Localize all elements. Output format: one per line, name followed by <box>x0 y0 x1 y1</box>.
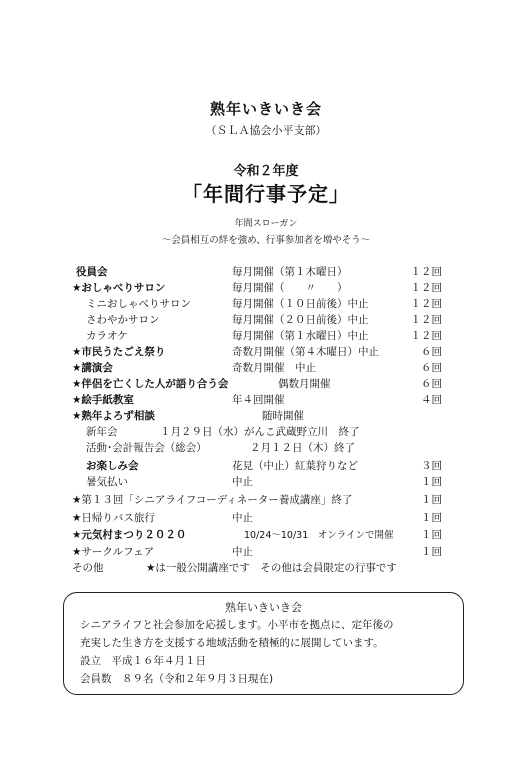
event-when: 奇数月開催（第４木曜日）中止 <box>232 346 379 358</box>
event-name: ★伴侶を亡くした人が語り合う会 <box>72 378 229 390</box>
event-count: １２回 <box>410 314 442 326</box>
slogan-heading: 年間スローガン <box>234 219 298 229</box>
schedule-row <box>0 424 532 440</box>
schedule-row <box>0 264 532 280</box>
event-count: １２回 <box>410 298 442 310</box>
event-count: １２回 <box>410 266 442 278</box>
event-count: ６回 <box>421 378 442 390</box>
schedule-row <box>0 458 532 474</box>
event-name: ★第１３回「シニアライフコーディネーター養成講座」終了 <box>72 494 353 506</box>
event-when: 偶数月開催 <box>278 378 331 390</box>
event-name: お楽しみ会 <box>86 460 139 472</box>
event-count: １回 <box>421 529 442 541</box>
event-count: １回 <box>421 476 442 488</box>
event-name: ★絵手紙教室 <box>72 394 134 406</box>
event-count: １２回 <box>410 330 442 342</box>
event-name: ★講演会 <box>72 362 113 374</box>
schedule-row <box>0 392 532 408</box>
event-name: ミニおしゃべりサロン <box>86 298 191 310</box>
event-count: ３回 <box>421 460 442 472</box>
info-box <box>63 592 464 695</box>
event-name: ★市民うたごえ祭り <box>72 346 166 358</box>
event-count: １回 <box>421 494 442 506</box>
schedule-row <box>0 492 532 508</box>
event-name: ★おしゃべりサロン <box>72 282 166 294</box>
org-name: 熟年いきいき会 <box>209 100 322 118</box>
schedule-row <box>0 510 532 526</box>
event-name: 役員会 <box>76 266 108 278</box>
page-title: 「年間行事予定」 <box>182 182 350 206</box>
event-when: 奇数月開催 中止 <box>232 362 316 374</box>
event-count: １回 <box>421 546 442 558</box>
info-box-line: 充実した生き方を支援する地域活動を積極的に展開しています。 <box>80 637 384 649</box>
event-when: 花見（中止）紅葉狩りなど <box>232 460 358 472</box>
event-when: 毎月開催（ 〃 ） <box>232 282 348 294</box>
fiscal-year: 令和２年度 <box>233 164 299 179</box>
schedule-row <box>0 474 532 490</box>
info-box-title: 熟年いきいき会 <box>225 601 302 614</box>
schedule-row <box>0 344 532 360</box>
info-box-members: 会員数 ８９名（令和２年９月３日現在) <box>80 673 274 685</box>
event-when: 毎月開催（１０日前後）中止 <box>232 298 369 310</box>
event-count: ６回 <box>421 362 442 374</box>
schedule-row <box>0 328 532 344</box>
event-count: ６回 <box>421 346 442 358</box>
event-name: 新年会 <box>86 426 118 438</box>
event-count: １２回 <box>410 282 442 294</box>
event-name: 暑気払い <box>86 476 128 488</box>
schedule-row <box>0 440 532 456</box>
schedule-row <box>0 312 532 328</box>
info-box-founded: 設立 平成１６年４月１日 <box>80 655 206 667</box>
event-name: ★元気村まつり２０２０ <box>72 529 187 541</box>
event-when: 中止 <box>232 476 253 488</box>
schedule-row <box>0 360 532 376</box>
event-when: 10/24～10/31 オンラインで開催 <box>244 530 394 541</box>
branch-name: （ＳＬＡ協会小平支部） <box>205 124 327 137</box>
event-when: 毎月開催（２０日前後）中止 <box>232 314 369 326</box>
event-when: 中止 <box>232 546 253 558</box>
event-when: 随時開催 <box>262 410 304 422</box>
slogan-text: ～会員相互の絆を強め、行事参加者を増やそう～ <box>161 235 371 246</box>
event-name: さわやかサロン <box>86 314 160 326</box>
event-name: ★サークルフェア <box>72 546 155 558</box>
event-name: ★熟年よろず相談 <box>72 410 155 422</box>
event-when: 中止 <box>232 512 253 524</box>
event-when: 毎月開催（第１木曜日） <box>232 266 348 278</box>
event-name: 活動･会計報告会（総会） <box>86 442 207 454</box>
schedule-row <box>0 376 532 392</box>
schedule-row <box>0 408 532 424</box>
event-name: カラオケ <box>86 330 128 342</box>
event-when: ２月１２日（木）終了 <box>250 442 355 454</box>
event-when: 毎月開催（第１水曜日）中止 <box>232 330 369 342</box>
schedule-row <box>0 544 532 560</box>
event-when: １月２９日（水）がんこ武蔵野立川 終了 <box>160 426 360 438</box>
schedule-row <box>0 280 532 296</box>
event-count: １回 <box>421 512 442 524</box>
footer-note-text: ★は一般公開講座です その他は会員限定の行事です <box>146 562 397 574</box>
event-name: ★日帰りバス旅行 <box>72 512 155 524</box>
info-box-line: シニアライフと社会参加を応援します。小平市を拠点に、定年後の <box>80 619 394 631</box>
event-count: ４回 <box>421 394 442 406</box>
footer-note-label: その他 <box>72 562 104 574</box>
schedule-row <box>0 296 532 312</box>
footer-note <box>0 560 532 576</box>
schedule-row <box>0 527 532 543</box>
event-when: 年４回開催 <box>232 394 285 406</box>
